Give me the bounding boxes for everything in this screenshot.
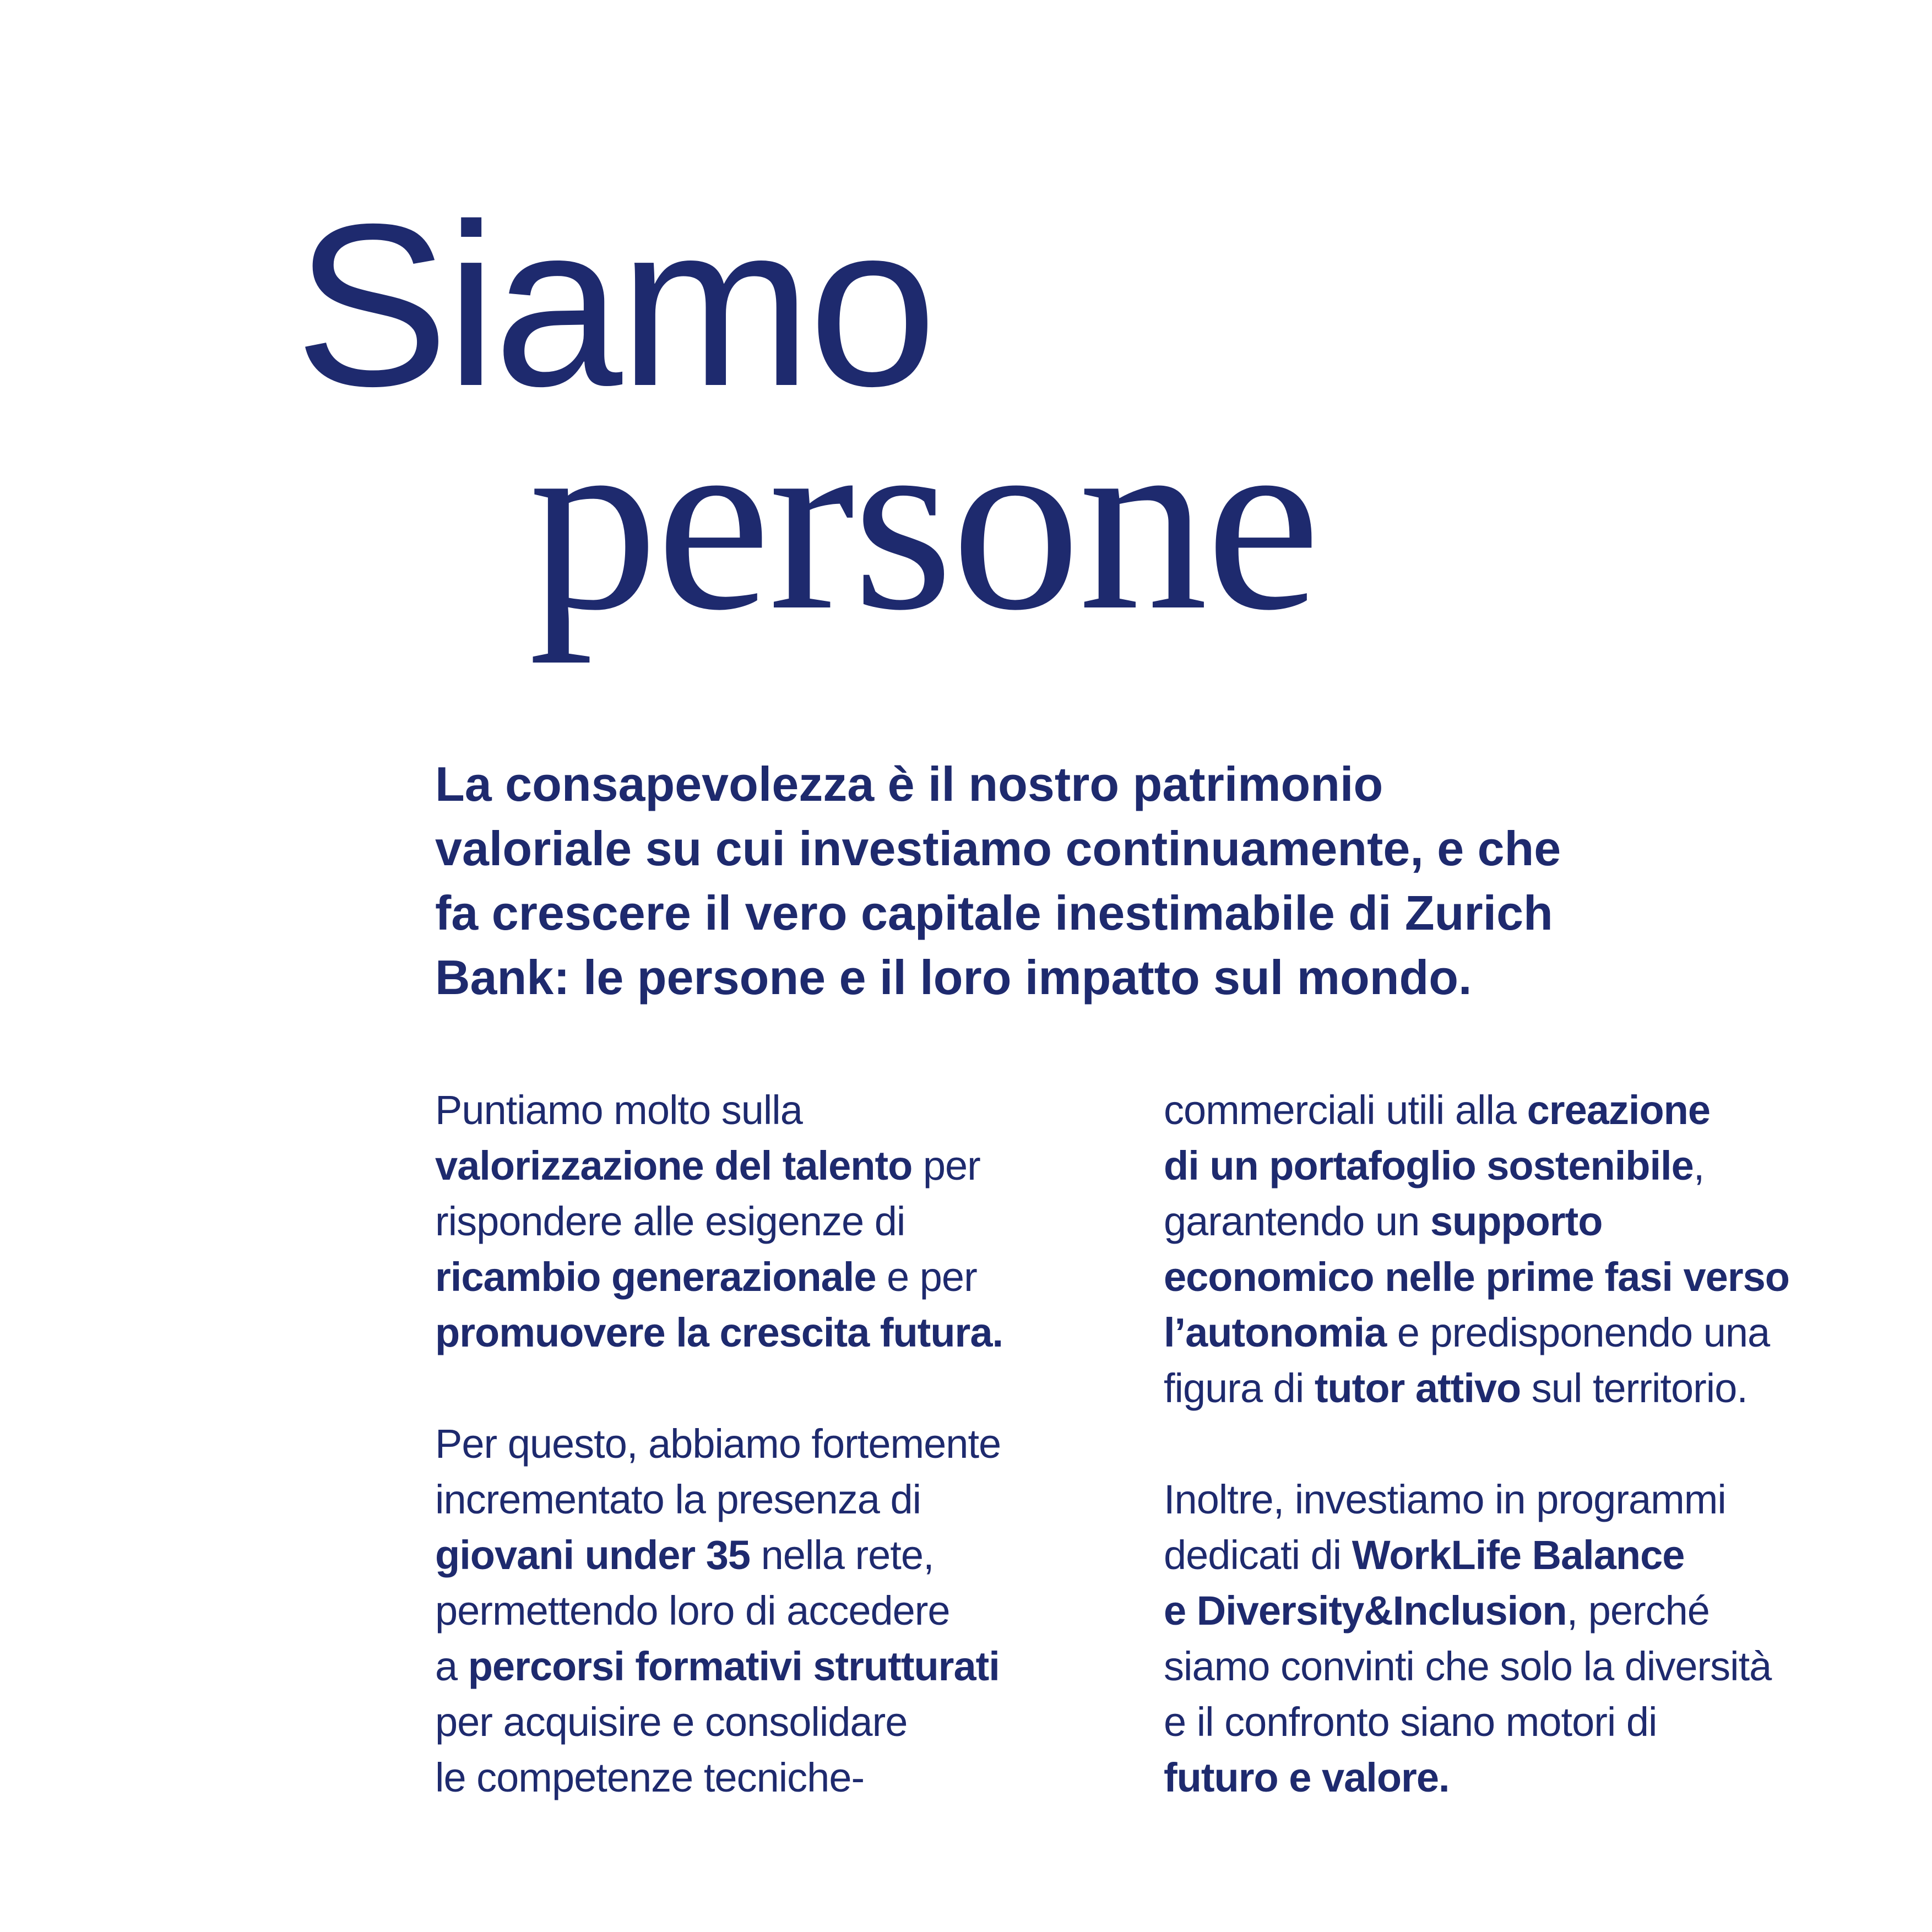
text-span: figura di [1164, 1365, 1315, 1411]
paragraph-gap [1164, 1416, 1880, 1472]
title-line-persone: persone [529, 377, 1318, 664]
bold-text: giovani under 35 [435, 1532, 751, 1578]
paragraph-gap [435, 1360, 1124, 1416]
text-line: rispondere alle esigenze di [435, 1198, 905, 1244]
lead-line: fa crescere il vero capitale inestimabile di Zurich [435, 886, 1553, 940]
text-span: , perché [1566, 1588, 1710, 1633]
text-line [1164, 1193, 1880, 1249]
left-paragraph-talent [435, 1082, 1124, 1360]
text-span: nella rete, [750, 1532, 934, 1578]
text-line [1164, 1082, 1880, 1138]
text-line [435, 1305, 1124, 1360]
right-column [1164, 1082, 1880, 1805]
lead-line: valoriale su cui investiamo continuamente, e che [435, 821, 1561, 876]
text-line [1164, 1138, 1880, 1193]
text-line [1164, 1750, 1880, 1805]
text-line: per acquisire e consolidare [435, 1699, 908, 1745]
text-span: a [435, 1643, 468, 1689]
text-line [435, 1638, 1124, 1694]
text-line [1164, 1249, 1880, 1305]
bold-text: futuro e valore. [1164, 1755, 1450, 1800]
left-paragraph-under35 [435, 1416, 1124, 1805]
bold-text: valorizzazione del talento [435, 1143, 913, 1188]
text-line [435, 1527, 1124, 1583]
bold-text: di un portafoglio sostenibile [1164, 1143, 1694, 1188]
lead-line: La consapevolezza è il nostro patrimonio [435, 757, 1383, 811]
text-line [435, 1138, 1124, 1193]
text-line: incrementato la presenza di [435, 1477, 921, 1522]
bold-text: creazione [1527, 1087, 1711, 1133]
text-line: le competenze tecniche- [435, 1755, 865, 1800]
bold-text: tutor attivo [1314, 1365, 1521, 1411]
right-paragraph-portfolio [1164, 1082, 1880, 1416]
text-line [1164, 1360, 1880, 1416]
text-line [1164, 1583, 1880, 1638]
right-paragraph-diversity [1164, 1472, 1880, 1805]
text-line [1164, 1527, 1880, 1583]
left-column [435, 1082, 1124, 1805]
text-span: garantendo un [1164, 1198, 1430, 1244]
text-line: Puntiamo molto sulla [435, 1087, 802, 1133]
text-line: e il confronto siano motori di [1164, 1699, 1657, 1745]
bold-text: economico nelle prime fasi verso [1164, 1254, 1789, 1300]
bold-text: supporto [1430, 1198, 1603, 1244]
text-line: permettendo loro di accedere [435, 1588, 950, 1633]
bold-text: WorkLife Balance [1352, 1532, 1685, 1578]
lead-line: Bank: le persone e il loro impatto sul mondo. [435, 950, 1472, 1005]
text-span: , [1693, 1143, 1705, 1188]
text-line [435, 1249, 1124, 1305]
title-line-siamo: Siamo [295, 176, 934, 435]
text-span: per [912, 1143, 980, 1188]
lead-paragraph [435, 752, 1702, 1010]
text-line: Per questo, abbiamo fortemente [435, 1421, 1001, 1467]
bold-text: l’autonomia [1164, 1310, 1387, 1355]
bold-text: ricambio generazionale [435, 1254, 876, 1300]
text-line: siamo convinti che solo la diversità [1164, 1643, 1772, 1689]
text-line: Inoltre, investiamo in programmi [1164, 1477, 1726, 1522]
bold-text: promuovere la crescita futura. [435, 1310, 1003, 1355]
text-span: e predisponendo una [1386, 1310, 1770, 1355]
text-span: dedicati di [1164, 1532, 1352, 1578]
text-span: e per [876, 1254, 977, 1300]
text-span: commerciali utili alla [1164, 1087, 1527, 1133]
text-line [1164, 1305, 1880, 1360]
bold-text: percorsi formativi strutturati [468, 1643, 1000, 1689]
text-span: sul territorio. [1521, 1365, 1748, 1411]
bold-text: e Diversity&Inclusion [1164, 1588, 1567, 1633]
